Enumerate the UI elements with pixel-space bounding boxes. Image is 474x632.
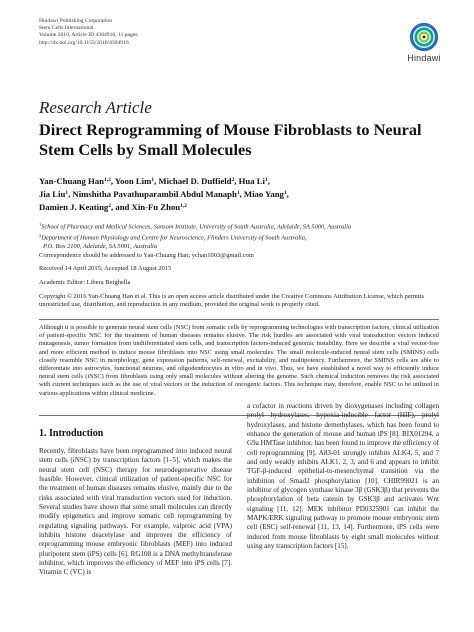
author: Yoon Lim$^1$, [114,176,157,186]
author: Xin-Fu Zhou$^{1,2}$ [131,202,187,213]
publisher-line: Hindawi Publishing Corporation [39,18,113,24]
author: Damien J. Keating$^2$, and [39,202,130,213]
author: Miao Yang$^1$, [243,189,289,200]
journal-line: Stem Cells International [39,25,94,32]
affiliation-line: P.O. Box 2100, Adelaide, SA 5001, Australia [43,242,158,250]
publisher-info [39,18,138,47]
received-accepted-dates: Received 14 April 2015; Accepted 18 August 2015 [39,265,172,272]
body-column-right: a cofactor in reactions driven by dioxygenases including collagen prolyl hydroxylases, hypoxia-inducible factor (HIF), prolyl hydroxylases, and histone demethylases, which has been found to enhance the generation of mouse and human iPS [8]. BIX01294, a G9a HMTase inhibitor, has been found to improve the efficiency of cell reprogramming [9]. A83-01 strongly inhibits ALK4, 5, and 7 and only weakly inhibits ALK1, 2, 3, and 6 and appears to inhibit TGF-β-induced epithelial-to-mesenchymal transition via the inhibition of Smad2 phosphorylation [10]. CHIR99021 is an inhibitor of glycogen synthase kinase 3β (GSK3β) that prevents the phosphorylation of beta catenin by GSK3β and activates Wnt signaling [11, 12]. MEK inhibitor PD0325901 can inhibit the MAPK/ERK signaling pathway to promote mouse embryonic stem cell (ESC) self-renewal [11, 13, 14]. Furthermore, iPS cells were induced from mouse fibroblasts by eight small molecules without using any transcription factors [15]. [247,402,439,551]
body-column-left: Recently, fibroblasts have been reprogrammed into induced neural stem cells (iNSC) by transcription factors [1–5], which makes the neural stem cell (NSC) therapy for neurodegenerative disease feasible. However, clinical utilization of patient-specific NSC for the treatment of human diseases remains elusive, mainly due to the risks associated with viral transduction vectors used for induction. Several studies have shown that some small molecules can directly modify epigenetics and improve somatic cell reprogramming by regulating signaling pathways. For example, valproic acid (VPA) inhibits histone deacetylase and improves the efficiency of reprogramming mouse embryonic fibroblasts (MEF) into induced pluripotent stem (iPS) cells [6]. RG108 is a DNA methyltransferase inhibitor, which improves the efficiency of MEF into iPS cells [7]. Vitamin C (VC) is [39,447,232,577]
correspondence: Correspondence should be addressed to Yan-Chuang Han; ychan1003@gmail.com [39,252,254,259]
article-type: Research Article [39,98,152,117]
affiliations [39,221,439,251]
academic-editor: Academic Editor: Libera Berghella [39,279,131,286]
doi-link[interactable]: http://dx.doi.org/10.1155/2016/4304916 [39,39,129,46]
affiliation: $^2$Department of Human Physiology and Centre for Neuroscience, Flinders University of South Australia, [39,232,307,242]
volume-line: Volume 2016, Article ID 4304916, 11 pages [39,32,138,39]
article-title: Direct Reprogramming of Mouse Fibroblasts to Neural Stem Cells by Small Molecules [39,120,422,159]
section-heading-introduction: 1. Introduction [39,428,104,439]
author: Nimshitha Pavathuparambil Abdul Manaph$^1$, [72,189,242,200]
affiliation: $^1$School of Pharmacy and Medical Sciences, Sansom Institute, University of South Australia, Adelaide, SA 5000, Australia [39,222,352,231]
hindawi-logo-icon [409,22,439,52]
publisher-logo [404,22,444,63]
author: Yan-Chuang Han$^{1,2}$, [39,176,113,186]
author-list [39,174,439,214]
abstract: Although it is possible to generate neural stem cells (NSC) from somatic cells by reprogramming technologies with transcription factors, clinical utilization of patient-specific NSC for the treatment of human diseases remains elusive. The risk hurdles are associated with viral transduction vectors induced mutagenesis, tumor formation from undifferentiated stem cells, and transcription factors-induced genomic instability. Here we describe a viral vector-free and more efficient method to induce mouse fibroblasts into NSC using small molecules. The small molecule-induced neural stem cells (SMINS) cells closely resemble NSC in morphology, gene expression patterns, self-renewal, excitability, and multipotency. Furthermore, the SMINS cells are able to differentiate into astrocytes, functional neurons, and oligodendrocytes in vitro and in vivo. Thus, we have established a novel way to efficiently induce neural stem cells (iNSC) from fibroblasts using only small molecules without altering the genome. Such chemical induction removes the risk associated with current techniques such as the use of viral vectors or the induction of oncogenic factors. This technique may, therefore, enable NSC to be utilized in various applications within clinical medicine. [39,324,439,397]
logo-wordmark: Hindawi [407,53,441,63]
author: Jia Liu$^1$, [39,189,71,200]
author: Hua Li$^1$, [238,176,270,186]
copyright-notice: Copyright © 2016 Yan-Chuang Han et al. This is an open access article distributed under the Creative Commons Attribution License, which permits unrestricted use, distribution, and reproduction in any medium, provided the original work is properly cited. [39,293,424,309]
abstract-top-divider [39,319,439,320]
author: Michael D. Duffield$^2$, [158,176,237,186]
